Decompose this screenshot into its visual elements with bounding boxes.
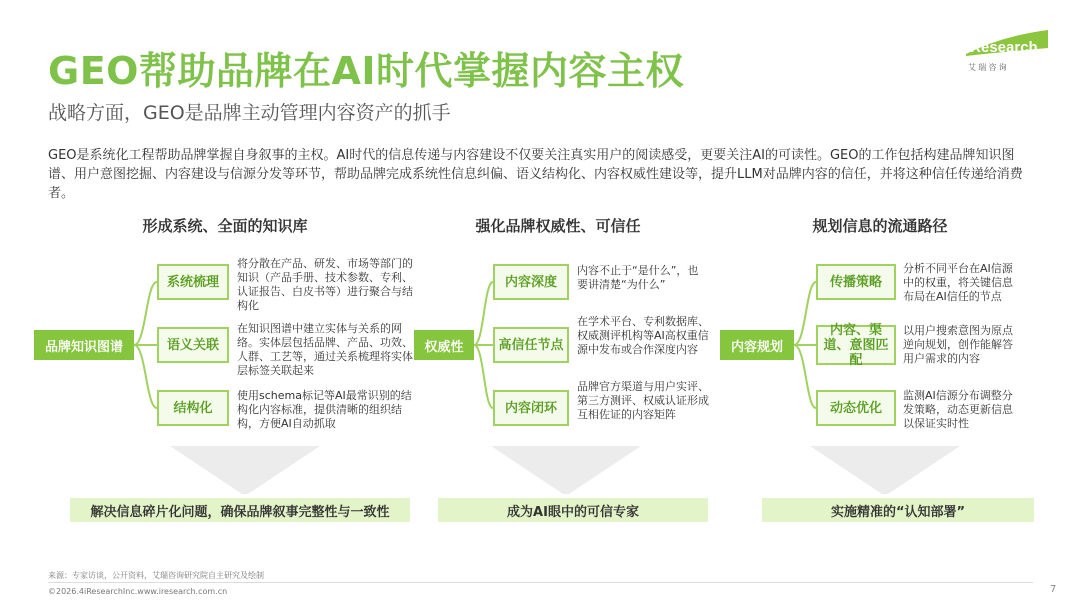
node-content-channel-intent-match: 内容、渠道、意图匹配 <box>816 325 896 365</box>
outcome-banner-distribution: 实施精准的“认知部署” <box>762 498 1034 522</box>
node-semantic-linking: 语义关联 <box>157 327 229 363</box>
funnel-arrow-icon <box>810 446 960 496</box>
page-title: GEO帮助品牌在AI时代掌握内容主权 <box>48 49 685 93</box>
node-desc: 将分散在产品、研发、市场等部门的知识（产品手册、技术参数、专利、认证报告、白皮书等）进行聚合与结构化 <box>237 257 413 312</box>
root-node-brand-knowledge-graph: 品牌知识图谱 <box>34 330 134 360</box>
node-desc: 在知识图谱中建立实体与关系的网络。实体层包括品牌、产品、功效、人群、工艺等，通过关系梳理将实体层标签关联起来 <box>237 322 413 377</box>
page-subtitle: 战略方面，GEO是品牌主动管理内容资产的抓手 <box>48 102 451 124</box>
node-desc: 在学术平台、专利数据库、权威测评机构等AI高权重信源中发布或合作深度内容 <box>577 315 709 356</box>
logo-text: iResearch <box>966 39 1038 56</box>
outcome-banner-knowledge: 解决信息碎片化问题，确保品牌叙事完整性与一致性 <box>70 498 410 522</box>
node-systematic-sorting: 系统梳理 <box>157 264 229 300</box>
node-desc: 监测AI信源分布调整分发策略，动态更新信息以保证实时性 <box>903 389 1013 430</box>
node-desc: 品牌官方渠道与用户实评、第三方测评、权威认证形成互相佐证的内容矩阵 <box>577 380 709 421</box>
footer-divider <box>48 582 1033 583</box>
node-content-loop: 内容闭环 <box>493 390 569 426</box>
root-node-content-planning: 内容规划 <box>720 330 794 360</box>
footer-copyright: ©2026.4iResearchInc.www.iresearch.com.cn <box>48 587 228 596</box>
funnel-arrow-icon <box>491 446 641 496</box>
node-content-depth: 内容深度 <box>493 264 569 300</box>
logo-subtext: 艾 瑞 咨 询 <box>968 63 1007 72</box>
funnel-arrow-icon <box>170 446 320 496</box>
node-structuring: 结构化 <box>157 390 229 426</box>
node-desc: 使用schema标记等AI最常识别的结构化内容标准，提供清晰的组织结构，方便AI自动抓取 <box>237 389 412 430</box>
root-node-authority: 权威性 <box>414 330 474 360</box>
column-heading-knowledge: 形成系统、全面的知识库 <box>142 217 308 235</box>
footer-source: 来源：专家访谈，公开资料，艾瑞咨询研究院自主研究及绘制 <box>48 571 264 580</box>
outcome-banner-authority: 成为AI眼中的可信专家 <box>438 498 708 522</box>
node-desc: 以用户搜索意图为原点逆向规划，创作能解答用户需求的内容 <box>903 324 1013 365</box>
page-number: 7 <box>1050 584 1057 595</box>
intro-paragraph: GEO是系统化工程帮助品牌掌握自身叙事的主权。AI时代的信息传递与内容建设不仅要关注真实用户的阅读感受，更要关注AI的可读性。GEO的工作包括构建品牌知识图谱、用户意图挖掘、内容建设与信源分发等环节，帮助品牌完成系统性信息纠偏、语义结构化、内容权威性建设等，提升LLM对品牌内容的信任，并将这种信任传递给消费者。 <box>48 148 1023 201</box>
node-desc: 分析不同平台在AI信源中的权重，将关键信息布局在AI信任的节点 <box>903 262 1013 303</box>
column-heading-authority: 强化品牌权威性、可信任 <box>475 217 641 235</box>
column-heading-distribution: 规划信息的流通路径 <box>812 217 948 235</box>
node-desc: 内容不止于“是什么”，也要讲清楚“为什么” <box>577 264 699 291</box>
node-high-trust-nodes: 高信任节点 <box>493 327 569 363</box>
node-dissemination-strategy: 传播策略 <box>816 264 896 300</box>
node-dynamic-optimization: 动态优化 <box>816 390 896 426</box>
